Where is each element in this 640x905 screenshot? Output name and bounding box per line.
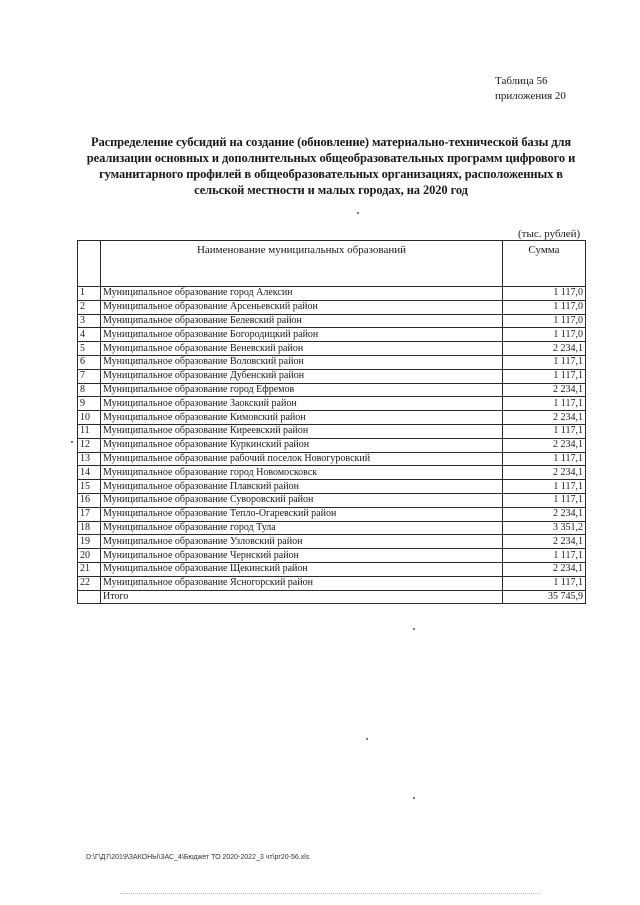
caption-appendix: приложения 20 (495, 90, 566, 102)
table-row (78, 535, 586, 549)
row-name-cell: Муниципальное образование Заокский район (101, 397, 503, 411)
row-number-cell: 2 (78, 300, 101, 314)
table-row (78, 397, 586, 411)
row-name-cell: Муниципальное образование Куркинский район (101, 438, 503, 452)
table-row (78, 300, 586, 314)
table-caption (495, 74, 566, 104)
document-title: Распределение субсидий на создание (обновление) материально-технической базы для реализации основных и дополнительных общеобразовательных программ цифрового и гуманитарного профилей в общеобразовательных организациях, расположенных в сельской местности и малых городах, на 2020 год (86, 135, 576, 197)
row-number-cell: 13 (78, 452, 101, 466)
table-row (78, 466, 586, 480)
subsidy-table (77, 240, 586, 604)
row-name-cell: Муниципальное образование город Новомосковск (101, 466, 503, 480)
row-number-cell: 19 (78, 535, 101, 549)
total-label-cell: Итого (101, 590, 503, 604)
scan-edge-artifact (120, 893, 540, 895)
row-name-cell: Муниципальное образование Тепло-Огаревский район (101, 507, 503, 521)
row-number-cell: 7 (78, 369, 101, 383)
file-path-footer: D:\Г\Д7\2019\ЗАКОНЫ\ЗАС_4\Бюджет ТО 2020-2022_3 чт\рг20-56.xls (86, 854, 310, 861)
row-number-cell: 16 (78, 493, 101, 507)
row-sum-cell: 1 117,0 (503, 328, 586, 342)
row-name-cell: Муниципальное образование город Ефремов (101, 383, 503, 397)
total-number-cell (78, 590, 101, 604)
row-number-cell: 12 (78, 438, 101, 452)
table-row (78, 383, 586, 397)
table-total-row (78, 590, 586, 604)
table-row (78, 328, 586, 342)
row-name-cell: Муниципальное образование Узловский район (101, 535, 503, 549)
row-sum-cell: 1 117,1 (503, 369, 586, 383)
scan-speck (413, 628, 415, 630)
row-sum-cell: 1 117,1 (503, 493, 586, 507)
units-label: (тыс. рублей) (518, 228, 581, 240)
row-number-cell: 15 (78, 480, 101, 494)
row-sum-cell: 3 351,2 (503, 521, 586, 535)
table-row (78, 355, 586, 369)
row-number-cell: 21 (78, 562, 101, 576)
row-number-cell: 4 (78, 328, 101, 342)
row-name-cell: Муниципальное образование Дубенский район (101, 369, 503, 383)
row-name-cell: Муниципальное образование Плавский район (101, 480, 503, 494)
row-name-cell: Муниципальное образование Кимовский район (101, 411, 503, 425)
row-name-cell: Муниципальное образование рабочий поселок Новогуровский (101, 452, 503, 466)
row-name-cell: Муниципальное образование Воловский район (101, 355, 503, 369)
row-number-cell: 22 (78, 576, 101, 590)
row-number-cell: 3 (78, 314, 101, 328)
table-row (78, 562, 586, 576)
row-sum-cell: 2 234,1 (503, 342, 586, 356)
row-sum-cell: 1 117,1 (503, 576, 586, 590)
row-sum-cell: 2 234,1 (503, 466, 586, 480)
row-name-cell: Муниципальное образование Суворовский район (101, 493, 503, 507)
row-number-cell: 5 (78, 342, 101, 356)
row-sum-cell: 2 234,1 (503, 535, 586, 549)
row-name-cell: Муниципальное образование город Тула (101, 521, 503, 535)
table-row (78, 549, 586, 563)
row-sum-cell: 1 117,1 (503, 355, 586, 369)
total-sum-cell: 35 745,9 (503, 590, 586, 604)
table-row (78, 576, 586, 590)
row-name-cell: Муниципальное образование Арсеньевский район (101, 300, 503, 314)
row-number-cell: 11 (78, 424, 101, 438)
row-number-cell: 1 (78, 287, 101, 301)
row-sum-cell: 1 117,0 (503, 287, 586, 301)
row-sum-cell: 1 117,1 (503, 397, 586, 411)
row-number-cell: 10 (78, 411, 101, 425)
table-row (78, 342, 586, 356)
row-name-cell: Муниципальное образование Белевский район (101, 314, 503, 328)
row-number-cell: 8 (78, 383, 101, 397)
row-sum-cell: 1 117,1 (503, 424, 586, 438)
row-number-cell: 14 (78, 466, 101, 480)
row-sum-cell: 1 117,0 (503, 314, 586, 328)
scan-speck (366, 738, 368, 740)
row-number-cell: 20 (78, 549, 101, 563)
row-sum-cell: 1 117,1 (503, 549, 586, 563)
row-sum-cell: 2 234,1 (503, 411, 586, 425)
row-name-cell: Муниципальное образование город Алексин (101, 287, 503, 301)
table-row (78, 438, 586, 452)
row-name-cell: Муниципальное образование Веневский район (101, 342, 503, 356)
table-row (78, 493, 586, 507)
scan-speck (71, 441, 73, 443)
scan-speck (357, 212, 359, 214)
table-row (78, 314, 586, 328)
row-sum-cell: 2 234,1 (503, 438, 586, 452)
row-name-cell: Муниципальное образование Щекинский район (101, 562, 503, 576)
row-sum-cell: 1 117,0 (503, 300, 586, 314)
row-sum-cell: 2 234,1 (503, 383, 586, 397)
header-number-cell (78, 241, 101, 287)
header-sum-cell: Сумма (503, 241, 586, 287)
table-row (78, 369, 586, 383)
row-name-cell: Муниципальное образование Киреевский район (101, 424, 503, 438)
header-name-cell: Наименование муниципальных образований (101, 241, 503, 287)
table-header-row (78, 241, 586, 287)
row-sum-cell: 1 117,1 (503, 480, 586, 494)
row-sum-cell: 2 234,1 (503, 507, 586, 521)
row-name-cell: Муниципальное образование Ясногорский район (101, 576, 503, 590)
table-row (78, 287, 586, 301)
table-row (78, 521, 586, 535)
table-row (78, 480, 586, 494)
row-name-cell: Муниципальное образование Чернский район (101, 549, 503, 563)
row-sum-cell: 2 234,1 (503, 562, 586, 576)
table-body (78, 287, 586, 604)
table-row (78, 507, 586, 521)
row-sum-cell: 1 117,1 (503, 452, 586, 466)
row-number-cell: 6 (78, 355, 101, 369)
scan-speck (413, 797, 415, 799)
row-number-cell: 18 (78, 521, 101, 535)
row-number-cell: 17 (78, 507, 101, 521)
row-number-cell: 9 (78, 397, 101, 411)
row-name-cell: Муниципальное образование Богородицкий район (101, 328, 503, 342)
caption-table-number: Таблица 56 (495, 75, 548, 87)
table-row (78, 424, 586, 438)
table-row (78, 411, 586, 425)
table-row (78, 452, 586, 466)
